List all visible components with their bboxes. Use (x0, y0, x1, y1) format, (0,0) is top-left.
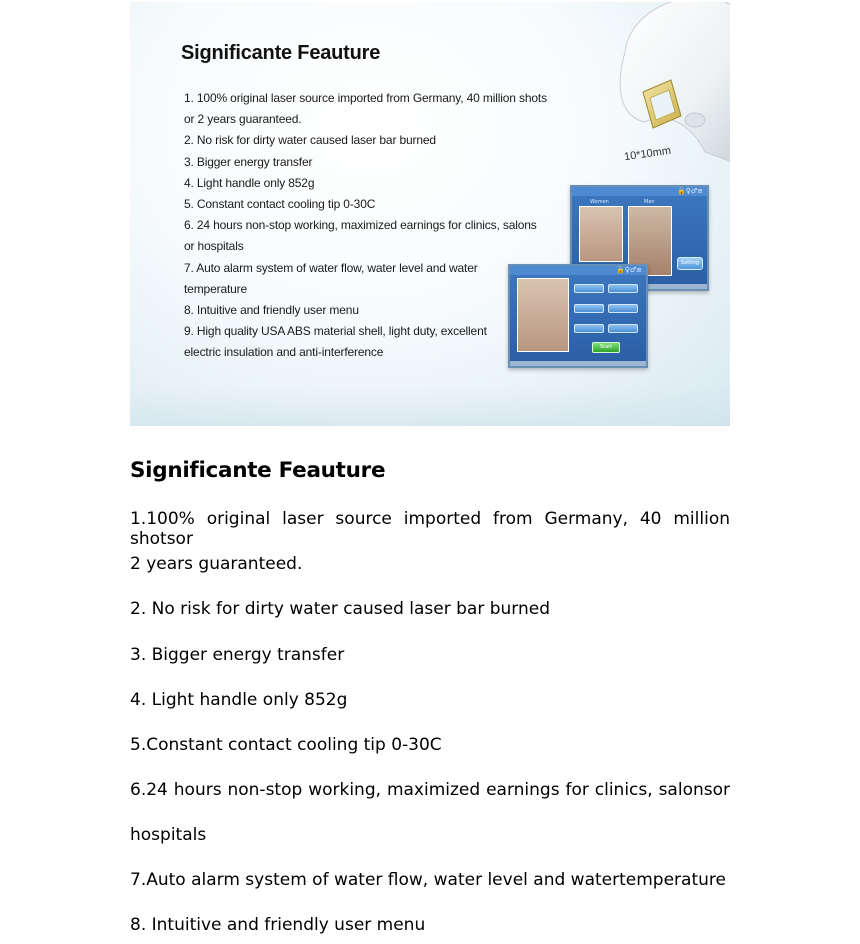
banner-feature-line: electric insulation and anti-interference (184, 345, 384, 360)
setting-button: Setting (677, 257, 703, 270)
banner-feature-line: 5. Constant contact cooling tip 0-30C (184, 197, 376, 212)
photo-body (517, 278, 569, 352)
banner-feature-line: 4. Light handle only 852g (184, 175, 315, 190)
product-feature-banner (130, 2, 730, 426)
banner-feature-line: 2. No risk for dirty water caused laser bar burned (184, 133, 436, 148)
photo-woman (579, 206, 623, 262)
laser-handpiece-illustration (585, 2, 730, 167)
document-heading: Significante Feauture (130, 458, 386, 483)
banner-feature-list (184, 88, 554, 364)
screen-tab-women: Women (590, 199, 609, 205)
banner-title: Significante Feauture (181, 42, 381, 64)
screen-tab-men: Men (644, 199, 655, 205)
banner-feature-line: 8. Intuitive and friendly user menu (184, 303, 359, 318)
banner-feature-line: temperature (184, 281, 248, 296)
document-line: 4. Light handle only 852g (130, 690, 348, 710)
floor-reflection (130, 386, 730, 426)
document-line: 7.Auto alarm system of water flow, water level and watertemperature (130, 870, 726, 890)
document-line: 2. No risk for dirty water caused laser bar burned (130, 599, 550, 619)
tip-size-label: 10*10mm (623, 144, 672, 164)
document-line: 5.Constant contact cooling tip 0-30C (130, 735, 442, 755)
menu-button (608, 324, 638, 333)
menu-button (574, 324, 604, 333)
menu-button (574, 304, 604, 313)
document-line: 6.24 hours non-stop working, maximized earnings for clinics, salonsor (130, 780, 730, 800)
banner-feature-line: or hospitals (184, 239, 244, 254)
menu-button (574, 284, 604, 293)
banner-feature-line: 6. 24 hours non-stop working, maximized earnings for clinics, salons (184, 218, 537, 233)
menu-button (608, 284, 638, 293)
banner-feature-line: 9. High quality USA ABS material shell, light duty, excellent (184, 324, 487, 339)
screen-status-icons: 🔒♀♂≡ (677, 187, 703, 195)
document-line: 8. Intuitive and friendly user menu (130, 915, 426, 935)
document-line: hospitals (130, 825, 207, 845)
banner-feature-line: 3. Bigger energy transfer (184, 154, 313, 169)
menu-button (608, 304, 638, 313)
document-line: 2 years guaranteed. (130, 554, 303, 574)
ui-screen-front (508, 264, 648, 368)
screen-status-icons: 🔒♀♂≡ (616, 266, 642, 274)
banner-feature-line: or 2 years guaranteed. (184, 112, 302, 127)
document-line: 1.100% original laser source imported from Germany, 40 million shotsor (130, 509, 730, 549)
banner-feature-line: 1. 100% original laser source imported from Germany, 40 million shots (184, 91, 547, 105)
banner-feature-line: 7. Auto alarm system of water flow, water level and water (184, 260, 478, 275)
document-line: 3. Bigger energy transfer (130, 645, 345, 665)
start-button: Start (592, 342, 620, 353)
